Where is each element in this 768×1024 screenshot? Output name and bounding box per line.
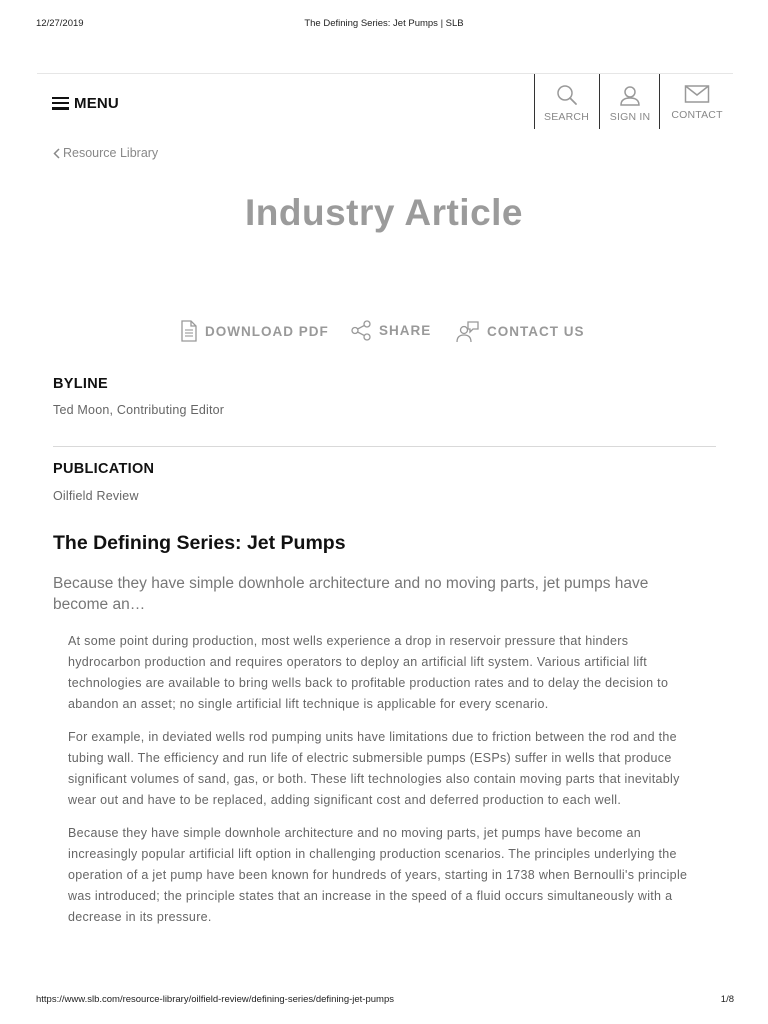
article-paragraph: At some point during production, most wells experience a drop in reservoir pressure that hinders hydrocarbon production and requires operators to deploy an artificial lift system. Various artificial lift technologies are available to bring wells back to profitable production rates and to delay the decision to abandon an asset; no single artificial lift technique is applicable for every scenario.	[68, 634, 669, 711]
sign-in-label: SIGN IN	[609, 111, 651, 123]
contact-us-button[interactable]	[456, 320, 585, 343]
menu-button[interactable]	[52, 92, 119, 114]
contact-us-label: CONTACT US	[487, 324, 585, 339]
article-paragraph: For example, in deviated wells rod pumping units have limitations due to friction between the rod and the tubing wall. The efficiency and run life of electric submersible pumps (ESPs) suffer in wells that produce significant volumes of sand, gas, or both. These lift technologies also contain moving parts that inevitably wear out and have to be replaced, adding significant cost and deferred production to each well.	[68, 730, 680, 807]
top-navigation	[37, 73, 733, 129]
search-icon	[556, 84, 578, 106]
print-url: https://www.slb.com/resource-library/oilfield-review/defining-series/defining-jet-pumps	[36, 994, 394, 1005]
user-icon	[619, 84, 641, 106]
contact-button[interactable]	[659, 74, 734, 129]
hamburger-icon	[52, 97, 69, 110]
divider	[53, 446, 716, 447]
download-pdf-button[interactable]	[180, 320, 329, 342]
chevron-left-icon	[53, 148, 60, 159]
article-actions	[0, 320, 768, 348]
article-paragraph: Because they have simple downhole architecture and no moving parts, jet pumps have become an increasingly popular artificial lift option in challenging production scenarios. The principles underlying the operation of a jet pump have been known for hundreds of years, starting in 1738 when Bernoulli's principle was introduced; the principle states that an increase in the speed of a fluid occurs simultaneously with a decrease in its pressure.	[68, 826, 688, 924]
search-button[interactable]	[534, 74, 598, 129]
article-body	[68, 631, 703, 940]
print-footer	[0, 994, 768, 1008]
article-title: The Defining Series: Jet Pumps	[53, 532, 346, 554]
download-pdf-label: DOWNLOAD PDF	[205, 323, 329, 339]
menu-label: MENU	[74, 94, 119, 112]
print-header	[0, 18, 768, 32]
byline-value: Ted Moon, Contributing Editor	[53, 403, 225, 417]
print-page-title: The Defining Series: Jet Pumps | SLB	[304, 18, 464, 29]
byline-label: BYLINE	[53, 376, 108, 392]
share-icon	[351, 320, 372, 341]
page-number: 1/8	[720, 994, 734, 1005]
envelope-icon	[684, 84, 710, 104]
chat-person-icon	[456, 320, 480, 343]
share-button[interactable]	[351, 320, 431, 341]
back-to-resource-library-link[interactable]	[53, 146, 158, 160]
back-link-label: Resource Library	[63, 146, 159, 160]
print-date: 12/27/2019	[36, 18, 84, 29]
publication-label: PUBLICATION	[53, 461, 155, 477]
document-icon	[180, 320, 198, 342]
search-label: SEARCH	[544, 111, 589, 123]
publication-value: Oilfield Review	[53, 489, 139, 503]
article-summary: Because they have simple downhole architecture and no moving parts, jet pumps have become an…	[53, 575, 649, 613]
share-label: SHARE	[379, 323, 432, 338]
sign-in-button[interactable]	[599, 74, 660, 129]
page-title: Industry Article	[244, 192, 524, 233]
contact-label: CONTACT	[671, 109, 723, 121]
